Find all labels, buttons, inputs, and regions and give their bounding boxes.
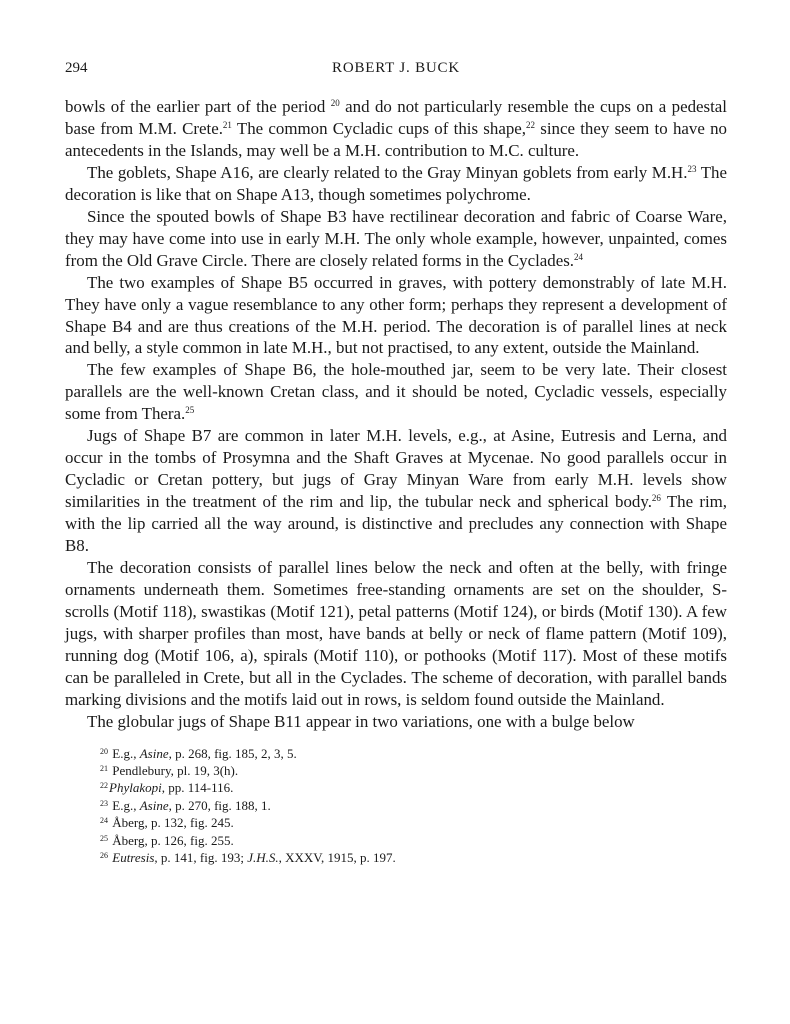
footnote-marker: 24: [574, 251, 584, 262]
footnote-marker: 25: [100, 833, 108, 843]
footnote-marker: 21: [222, 119, 232, 130]
text-run: Åberg, p. 126, fig. 255.: [109, 832, 234, 848]
footnote: [100, 745, 727, 762]
text-run: E.g.,: [109, 745, 140, 761]
footnote-marker: 22: [100, 781, 108, 791]
footnote-marker: 23: [687, 163, 697, 174]
paragraph: [65, 425, 727, 557]
text-run: , p. 141, fig. 193;: [154, 850, 248, 866]
page-header: [65, 58, 727, 82]
paragraph: [65, 162, 727, 206]
footnote-marker: 22: [526, 119, 535, 130]
page-number: 294: [65, 60, 88, 76]
footnote-marker: 24: [100, 816, 108, 826]
paragraph: [65, 272, 727, 360]
footnotes: [100, 745, 727, 867]
paragraph: [65, 96, 727, 162]
footnote: [100, 797, 727, 814]
paragraph: [65, 711, 727, 733]
footnote-marker: 20: [330, 98, 340, 108]
running-head: ROBERT J. BUCK: [332, 60, 460, 76]
text-run: , XXXV, 1915, p. 197.: [278, 850, 396, 866]
italic-title: J.H.S.: [247, 850, 279, 866]
footnote-marker: 26: [651, 493, 661, 504]
text-run: The common Cycladic cups of this shape,: [231, 118, 526, 138]
paragraph: [65, 557, 727, 711]
paragraph: [65, 359, 727, 425]
text-run: E.g.,: [109, 797, 140, 813]
text-run: , pp. 114-116.: [161, 780, 234, 796]
footnote-marker: 21: [100, 764, 108, 774]
footnote: [100, 832, 727, 849]
paragraph: [65, 206, 727, 272]
italic-title: Asine: [139, 797, 169, 813]
italic-title: Asine: [139, 745, 169, 761]
text-run: and do not particularly resemble the cups on a pedestal base from M.M. Crete.: [65, 97, 727, 138]
italic-title: Phylakopi: [109, 780, 162, 796]
text-run: Pendlebury, pl. 19, 3(h).: [109, 763, 239, 779]
footnote: [100, 814, 727, 831]
text-run: bowls of the earlier part of the period: [65, 97, 331, 116]
footnote: [100, 849, 727, 866]
page: [65, 58, 727, 866]
text-run: Åberg, p. 132, fig. 245.: [109, 815, 234, 831]
footnote-marker: 25: [185, 405, 195, 416]
footnote-marker: 20: [100, 746, 108, 756]
text-run: , p. 268, fig. 185, 2, 3, 5.: [168, 745, 297, 761]
text-run: The globular jugs of Shape B11 appear in two variations, one with a bulge below: [87, 711, 635, 731]
footnote: [100, 762, 727, 779]
text-run: The few examples of Shape B6, the hole-mouthed jar, seem to be very late. Their closest parallels are the well-known Cretan class, and it should be noted, Cycladic vessels, especially some from Thera.: [65, 360, 727, 424]
text-run: The rim, with the lip carried all the way around, is distinctive and precludes any connection with Shape B8.: [65, 492, 727, 556]
text-run: The goblets, Shape A16, are clearly related to the Gray Minyan goblets from early M.H.: [87, 162, 688, 182]
italic-title: Eutresis: [112, 850, 155, 866]
footnote: [100, 779, 727, 796]
text-run: Since the spouted bowls of Shape B3 have rectilinear decoration and fabric of Coarse Ware, they may have come into use in early M.H. The only whole example, however, unpainted, comes from the Old Grave Circle. There are closely related forms in the Cyclades.: [65, 206, 727, 270]
footnote-marker: 23: [100, 798, 108, 808]
text-run: The decoration consists of parallel lines below the neck and often at the belly, with fringe ornaments underneath them. Sometimes free-standing ornaments are set on the shoulder, S-scrolls (Motif 118), swastikas (Motif 121), petal patterns (Motif 124), or birds (Motif 130). A few jugs, with sharper profiles than most, have bands at belly or neck of flame pattern (Motif 109), running dog (Motif 106, a), spirals (Motif 110), or pothooks (Motif 117). Most of these motifs can be paralleled in Crete, but all in the Cyclades. The scheme of decoration, with parallel bands marking divisions and the motifs laid out in rows, is seldom found outside the Mainland.: [65, 558, 727, 709]
footnote-marker: 26: [100, 851, 108, 861]
body-text: [65, 96, 727, 733]
text-run: The two examples of Shape B5 occurred in graves, with pottery demonstrably of late M.H. They have only a vague resemblance to any other form; perhaps they represent a development of Shape B4 and are thus creations of the M.H. period. The decoration is of parallel lines at neck and belly, a style common in late M.H., but not practised, to any extent, outside the Mainland.: [65, 272, 727, 358]
text-run: Jugs of Shape B7 are common in later M.H. levels, e.g., at Asine, Eutresis and Lerna, and occur in the tombs of Prosymna and the Shaft Graves at Mycenae. No good parallels occur in Cycladic or Cretan pottery, but jugs of Gray Minyan Ware from early M.H. levels show similarities in the treatment of the rim and lip, the tubular neck and spherical body.: [65, 426, 727, 512]
text-run: , p. 270, fig. 188, 1.: [168, 797, 271, 813]
text-run: since they seem to have no antecedents in the Islands, may well be a M.H. contribution to M.C. culture.: [65, 118, 727, 160]
text-run: The decoration is like that on Shape A13, though sometimes polychrome.: [65, 162, 727, 204]
